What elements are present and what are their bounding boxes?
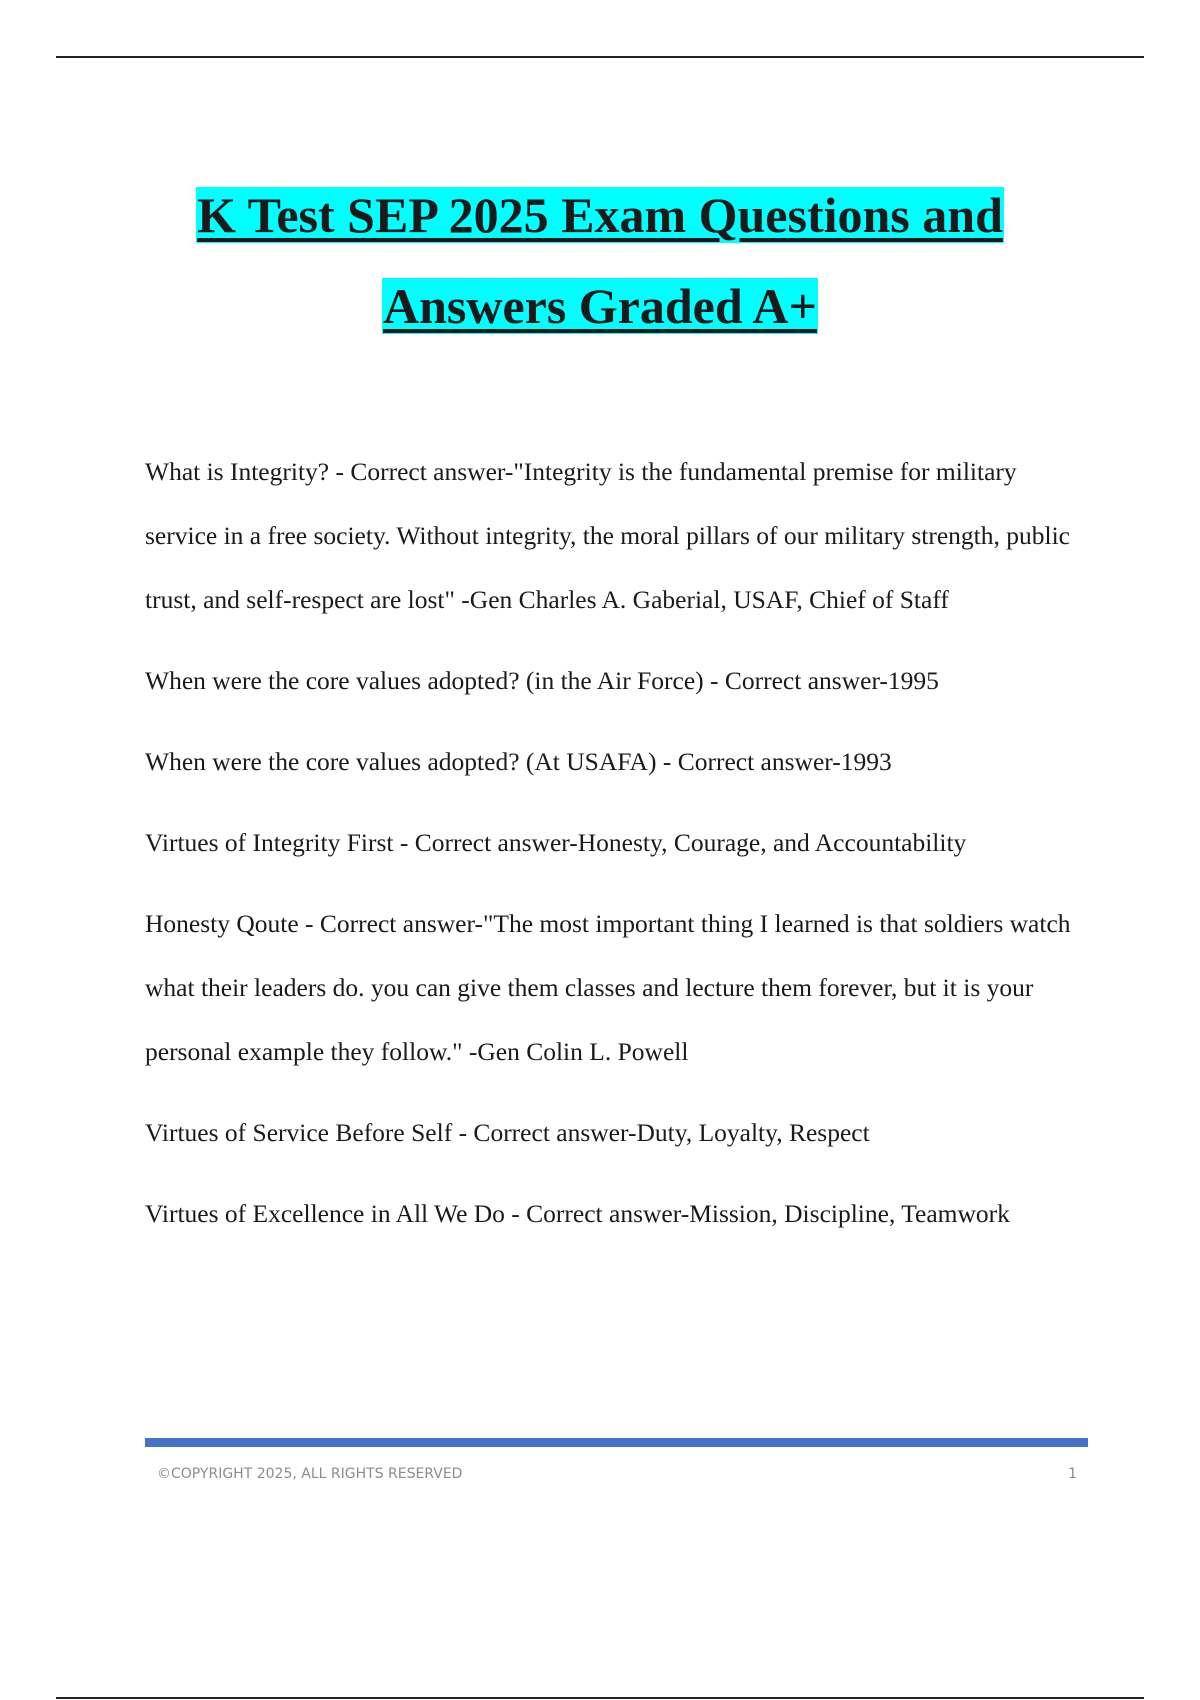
qa-item: Virtues of Integrity First - Correct answer-Honesty, Courage, and Accountability <box>145 828 967 857</box>
document-title <box>0 170 1200 352</box>
qa-item: What is Integrity? - Correct answer-"Integrity is the fundamental premise for military service in a free society. Without integrity, the moral pillars of our military strength, public trust, and self-respect are lost" -Gen Charles A. Gaberial, USAF, Chief of Staff <box>145 457 1070 614</box>
footer-divider <box>145 1438 1088 1447</box>
qa-item: When were the core values adopted? (in the Air Force) - Correct answer-1995 <box>145 666 939 695</box>
top-rule <box>56 56 1144 58</box>
qa-item: Virtues of Excellence in All We Do - Correct answer-Mission, Discipline, Teamwork <box>145 1199 1010 1228</box>
qa-item: When were the core values adopted? (At USAFA) - Correct answer-1993 <box>145 747 892 776</box>
qa-list <box>145 440 1095 1263</box>
bottom-rule <box>56 1697 1144 1699</box>
title-line-1-text: K Test SEP 2025 Exam Questions and <box>197 187 1003 243</box>
qa-item: Virtues of Service Before Self - Correct answer-Duty, Loyalty, Respect <box>145 1118 870 1147</box>
qa-item: Honesty Qoute - Correct answer-"The most important thing I learned is that soldiers watch what their leaders do. you can give them classes and lecture them forever, but it is your personal example they follow." -Gen Colin L. Powell <box>145 909 1071 1066</box>
copyright-notice: ©COPYRIGHT 2025, ALL RIGHTS RESERVED <box>157 1466 463 1482</box>
title-line-2 <box>0 261 1200 352</box>
title-line-2-text: Answers Graded A+ <box>382 278 818 334</box>
title-line-1 <box>0 170 1200 261</box>
page-number: 1 <box>1068 1466 1077 1482</box>
